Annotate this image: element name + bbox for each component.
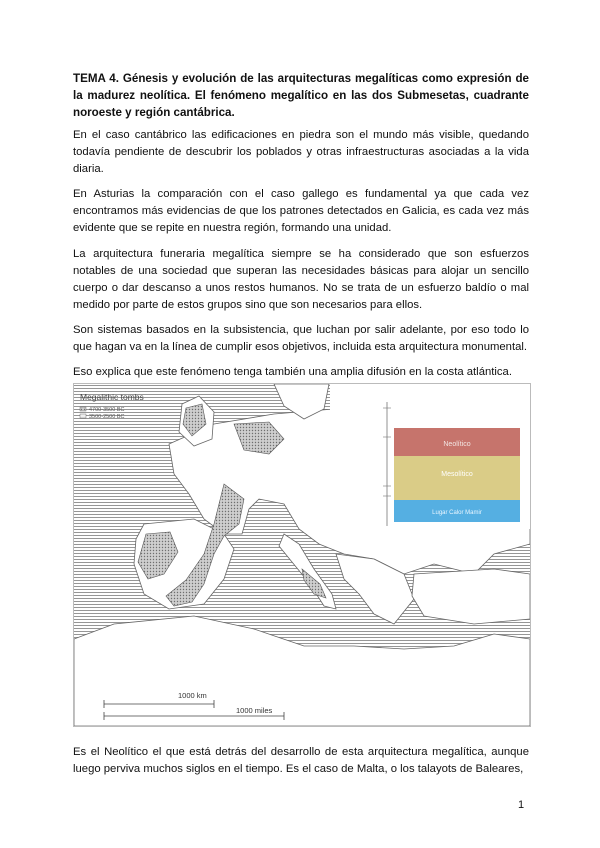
- megalithic-map-figure: [73, 383, 531, 727]
- paragraph-2: En Asturias la comparación con el caso gallego es fundamental ya que cada vez encontramos más evidencias de que los patrones detectados en Galicia, es cada vez más evidente que se repite en nuestra región, formando una unidad.: [73, 188, 529, 234]
- paragraph-1: En el caso cantábrico las edificaciones en piedra son el mundo más visible, quedando todavía pendiente de descubrir los poblados y otras infraestructuras asociadas a la vida diaria.: [73, 129, 529, 175]
- paragraph-6: Es el Neolítico el que está detrás del desarrollo de esta arquitectura megalítica, aunque luego perviva muchos siglos en el tiempo. Es el caso de Malta, o los talayots de Baleares,: [73, 746, 529, 775]
- scale-miles-label: 1000 miles: [236, 706, 273, 715]
- page-number: 1: [518, 799, 525, 811]
- band-label-neolitico: Neolítico: [443, 441, 471, 448]
- legend-label-2: 3500-2500 BC: [89, 414, 125, 420]
- band-label-calor: Lugar Calor Mamir: [432, 510, 482, 516]
- legend-label-1: 4700-3500 BC: [89, 407, 125, 413]
- band-label-mesolitico: Mesolítico: [441, 471, 473, 478]
- paragraph-3: La arquitectura funeraria megalítica siempre se ha considerado que son esfuerzos notables de una sociedad que superan las necesidades básicas para alojar un sencillo cuerpo o dar descanso a unos restos humanos. No se trata de un esfuerzo baldío o mal medido por parte de estos grupos sino que son necesarios para ellos.: [73, 248, 529, 311]
- map-title: Megalithic tombs: [80, 392, 144, 402]
- legend-swatch-1: [80, 407, 86, 411]
- timeline-inset: [330, 384, 530, 529]
- landmass-anatomia: [412, 569, 530, 624]
- map-svg: [74, 384, 530, 726]
- band-mesolitico: [394, 456, 520, 500]
- paragraph-4: Son sistemas basados en la subsistencia, que luchan por salir adelante, por eso todo lo que hagan va en la línea de cumplir esos objetivos, incluida esta arquitectura monumental.: [73, 324, 529, 353]
- scale-km-label: 1000 km: [178, 691, 207, 700]
- document-title: TEMA 4. Génesis y evolución de las arquitecturas megalíticas como expresión de la madurez neolítica. El fenómeno megalítico en las dos Submesetas, cuadrante noroeste y región cantábrica.: [73, 72, 529, 119]
- paragraph-5: Eso explica que este fenómeno tenga también una amplia difusión en la costa atlántica.: [73, 366, 512, 378]
- legend-swatch-2: [80, 414, 86, 418]
